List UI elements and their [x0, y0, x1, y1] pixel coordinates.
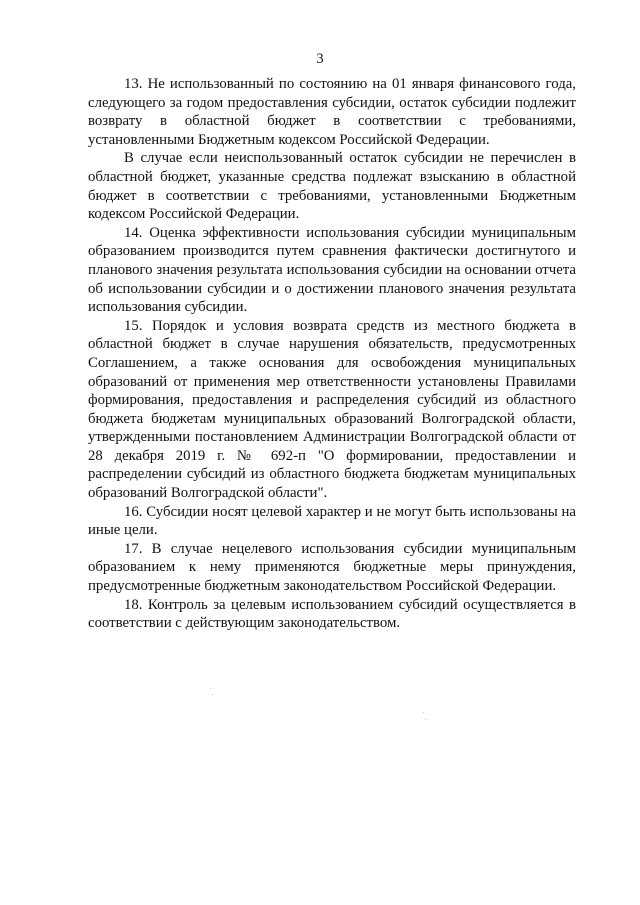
scan-speck	[212, 694, 213, 695]
scan-speck	[210, 688, 211, 689]
scan-speck	[423, 712, 424, 713]
document-body	[88, 75, 576, 633]
paragraph-item-13: 13. Не использованный по состоянию на 01 января финансового года, следующего за годом предоставления субсидии, остаток субсидии подлежит возврату в областной бюджет в соответствии с требованиями, установленными Бюджетным кодексом Российской Федерации.	[88, 76, 576, 148]
page-number: 3	[316, 51, 324, 67]
paragraph-item-15: 15. Порядок и условия возврата средств из местного бюджета в областной бюджет в случае нарушения обязательств, предусмотренных Соглашением, а также основания для освобождения муниципальных образований от применения мер ответственности установлены Правилами формирования, предоставления и распределения субсидий из областного бюджета бюджетам муниципальных образований Волгоградской области, утвержденными постановлением Администрации Волгоградской области от 28 декабря 2019 г. № 692-п "О формировании, предоставлении и распределении субсидий из областного бюджета бюджетам муниципальных образований Волгоградской области".	[88, 317, 576, 502]
scan-speck	[425, 719, 426, 720]
paragraph-item-17: 17. В случае нецелевого использования субсидии муниципальным образованием к нему применяются бюджетные меры принуждения, предусмотренные бюджетным законодательством Российской Федерации.	[88, 540, 576, 595]
paragraph-item-18: 18. Контроль за целевым использованием субсидий осуществляется в соответствии с действующим законодательством.	[88, 596, 576, 632]
paragraph-item-16: 16. Субсидии носят целевой характер и не могут быть использованы на иные цели.	[88, 503, 576, 539]
paragraph-unused-balance: В случае если неиспользованный остаток субсидии не перечислен в областной бюджет, указанные средства подлежат взысканию в областной бюджет в соответствии с требованиями, установленными Бюджетным кодексом Российской Федерации.	[88, 150, 576, 223]
paragraph-item-14: 14. Оценка эффективности использования субсидии муниципальным образованием производится путем сравнения фактически достигнутого и планового значения результата использования субсидии на основании отчета об использовании субсидии и о достижении планового значения результата использования субсидии.	[88, 224, 576, 316]
